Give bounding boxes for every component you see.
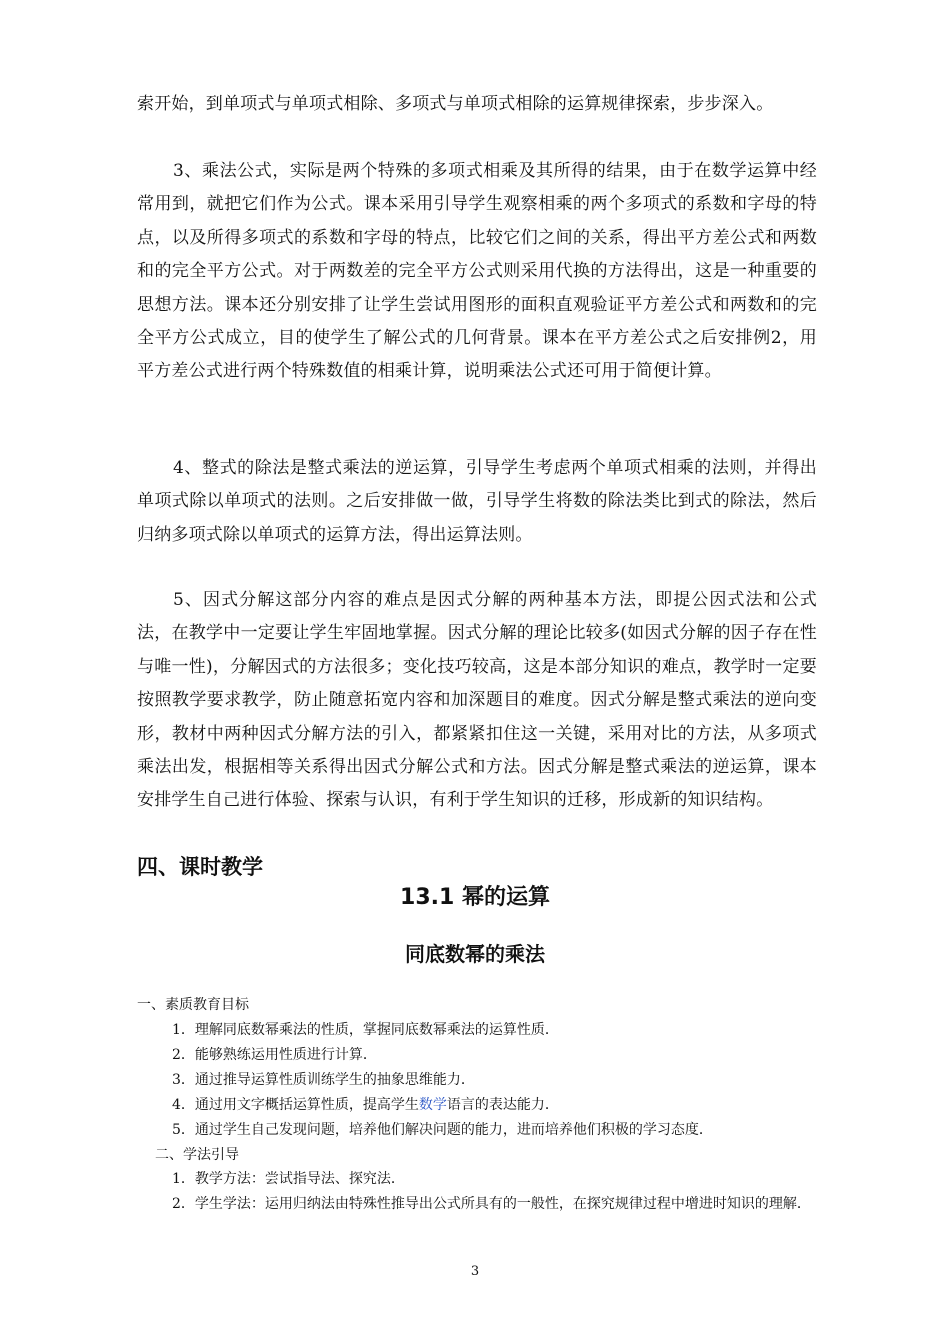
objective-item: 2．能够熟练运用性质进行计算．: [172, 1047, 377, 1063]
guidance-heading: 二、学法引导: [155, 1147, 239, 1163]
paragraph-division: 4、整式的除法是整式乘法的逆运算，引导学生考虑两个单项式相乘的法则，并得出单项式除以单项式的法则。之后安排做一做，引导学生将数的除法类比到式的除法，然后归纳多项式除以单项式的运算方法，得出运算法则。: [137, 458, 817, 545]
objective-item: 5．通过学生自己发现问题，培养他们解决问题的能力，进而培养他们积极的学习态度．: [172, 1122, 713, 1138]
guidance-item: 1．教学方法：尝试指导法、探究法．: [172, 1171, 405, 1187]
objective-item: [172, 1093, 559, 1117]
page-number: 3: [470, 1264, 480, 1279]
guidance-item: 2．学生学法：运用归纳法由特殊性推导出公式所具有的一般性，在探究规律过程中增进时知识的理解．: [172, 1196, 811, 1212]
objective-item: 3．通过推导运算性质训练学生的抽象思维能力．: [172, 1072, 475, 1088]
objective-item-text: 语言的表达能力．: [446, 1097, 559, 1113]
paragraph-multiplication-formula: 3、乘法公式，实际是两个特殊的多项式相乘及其所得的结果，由于在数学运算中经常用到，就把它们作为公式。课本采用引导学生观察相乘的两个多项式的系数和字母的特点，以及所得多项式的系数和字母的特点，比较它们之间的关系，得出平方差公式和两数和的完全平方公式。对于两数差的完全平方公式则采用代换的方法得出，这是一种重要的思想方法。课本还分别安排了让学生尝试用图形的面积直观验证平方差公式和两数和的完全平方公式成立，目的使学生了解公式的几何背景。课本在平方差公式之后安排例2，用平方差公式进行两个特殊数值的相乘计算，说明乘法公式还可用于简便计算。: [137, 161, 817, 382]
lesson-title: 13.1 幂的运算: [400, 885, 550, 910]
paragraph-factorization: 5、因式分解这部分内容的难点是因式分解的两种基本方法，即提公因式法和公式法，在教学中一定要让学生牢固地掌握。因式分解的理论比较多(如因式分解的因子存在性与唯一性)，分解因式的方法很多；变化技巧较高，这是本部分知识的难点，教学时一定要按照教学要求教学，防止随意拓宽内容和加深题目的难度。因式分解是整式乘法的逆向变形，教材中两种因式分解方法的引入，都紧紧扣住这一关键，采用对比的方法，从多项式乘法出发，根据相等关系得出因式分解公式和方法。因式分解是整式乘法的逆运算，课本安排学生自己进行体验、探索与认识，有利于学生知识的迁移，形成新的知识结构。: [137, 590, 817, 811]
section-heading: 四、课时教学: [137, 855, 263, 879]
objective-item: 1．理解同底数幂乘法的性质，掌握同底数幂乘法的运算性质．: [172, 1022, 559, 1038]
objectives-heading: 一、素质教育目标: [137, 997, 249, 1013]
objective-item-text: 4．通过用文字概括运算性质，提高学生: [172, 1097, 419, 1113]
paragraph-1: 索开始，到单项式与单项式相除、多项式与单项式相除的运算规律探索，步步深入。: [137, 94, 774, 114]
math-link[interactable]: 数学: [418, 1097, 447, 1113]
lesson-subtitle: 同底数幂的乘法: [405, 942, 545, 966]
